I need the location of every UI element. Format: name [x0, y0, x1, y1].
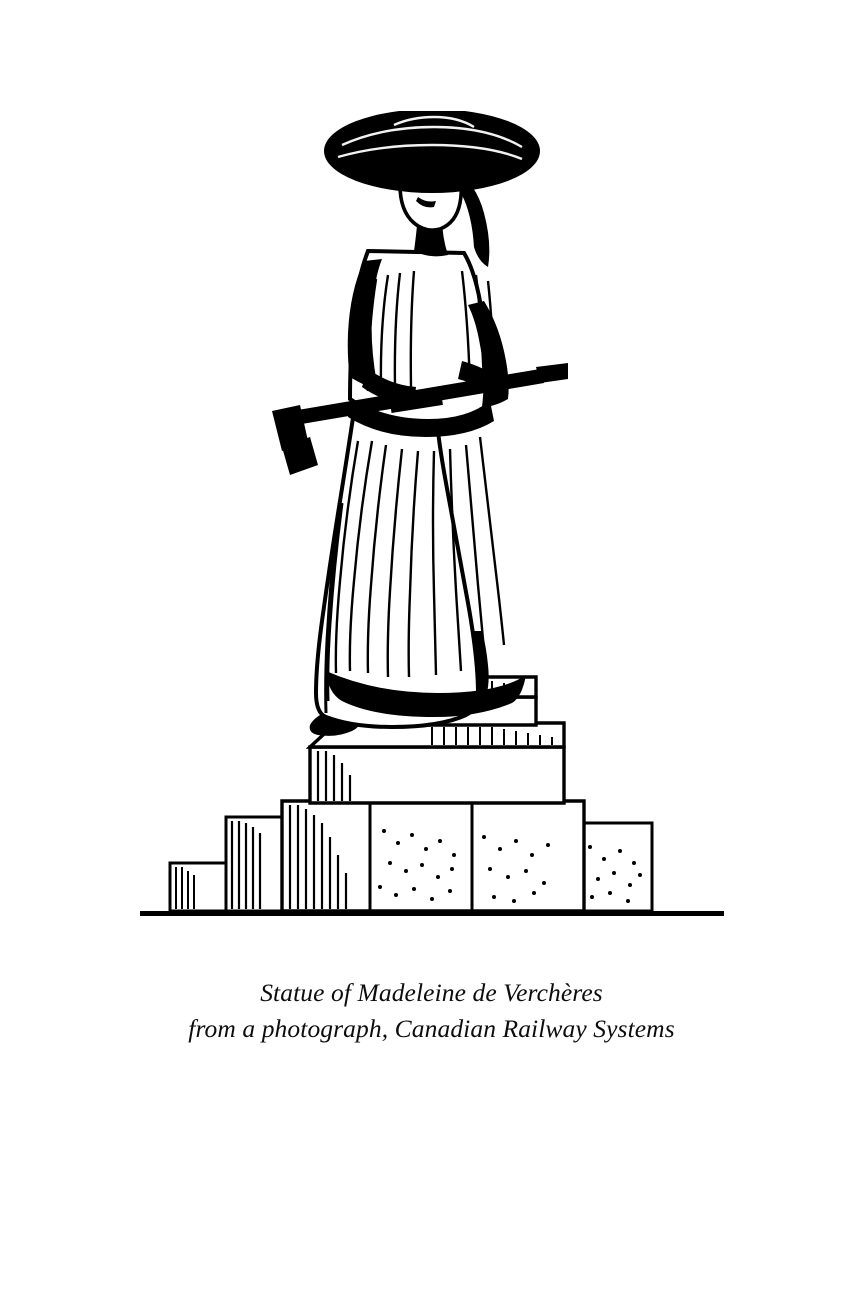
figure-caption [0, 975, 863, 1047]
caption-line-2: from a photograph, Canadian Railway Systems [188, 1014, 675, 1044]
statue-engraving-svg [132, 111, 732, 941]
figure [272, 111, 568, 736]
caption-line-1: Statue of Madeleine de Verchères [260, 978, 603, 1007]
illustration-plate [0, 96, 863, 941]
pedestal-middle-tier [310, 723, 564, 803]
hat [324, 111, 540, 193]
pedestal-lower-tier [282, 801, 584, 911]
